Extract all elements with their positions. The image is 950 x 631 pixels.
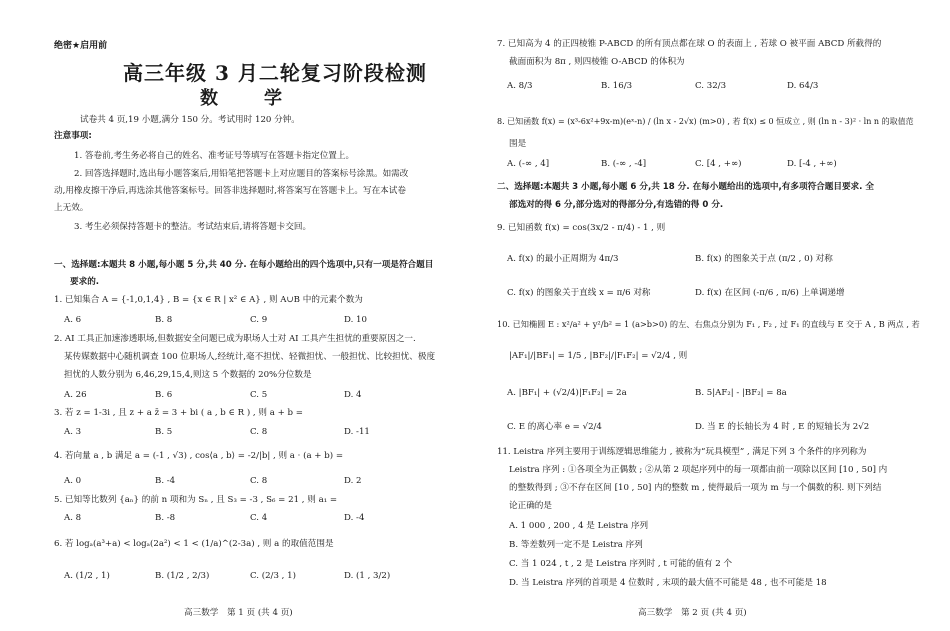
question-2-cont: 某传媒数据中心随机调查 100 位职场人,经统计,毫不担忧、轻微担忧、一般担忧、比较担忧、极度 xyxy=(64,352,436,362)
q8-option: A. (-∞ , 4] xyxy=(507,159,550,169)
question-7-cont: 截面面积为 8π , 则四棱锥 O-ABCD 的体积为 xyxy=(509,57,685,67)
q2-option: D. 4 xyxy=(344,390,362,400)
q3-option: B. 5 xyxy=(155,427,173,437)
q7-option: A. 8/3 xyxy=(507,81,533,91)
q1-option: D. 10 xyxy=(344,315,367,325)
q5-option: C. 4 xyxy=(250,513,268,523)
q8-option: B. (-∞ , -4] xyxy=(601,159,647,169)
question-11-cont: 论正确的是 xyxy=(509,501,552,511)
question-11-cont: Leistra 序列 : ①各项全为正偶数 ; ②从第 2 项起序列中的每一项都由前一项除以区间 [10 , 50] 内 xyxy=(509,465,888,475)
right-page xyxy=(475,0,950,631)
page-footer: 高三数学 第 1 页 (共 4 页) xyxy=(184,608,293,618)
q10-option: A. |BF₁| + (√2/4)|F₁F₂| = 2a xyxy=(507,388,627,398)
q5-option: B. -8 xyxy=(155,513,176,523)
section-2-heading-cont: 部选对的得 6 分,部分选对的得部分分,有选错的得 0 分. xyxy=(509,200,724,210)
question-10: 10. 已知椭圆 E : x²/a² + y²/b² = 1 (a>b>0) 的左、右焦点分别为 F₁ , F₂ , 过 F₁ 的直线与 E 交于 A , B 两点 , 若 xyxy=(497,319,920,329)
q7-option: D. 64/3 xyxy=(787,81,819,91)
question-11-cont: 的整数得到 ; ③不存在区间 [10 , 50] 内的整数 m , 使得最后一项为 m 与一个偶数的积. 则下列结 xyxy=(509,483,882,493)
q5-option: A. 8 xyxy=(64,513,82,523)
page-footer: 高三数学 第 2 页 (共 4 页) xyxy=(638,608,747,618)
question-2-cont: 担忧的人数分别为 6,46,29,15,4,则这 5 个数据的 20%分位数是 xyxy=(64,370,312,380)
q10-option: D. 当 E 的长轴长为 4 时 , E 的短轴长为 2√2 xyxy=(695,422,870,432)
q9-option: C. f(x) 的图象关于直线 x = π/6 对称 xyxy=(507,288,651,298)
q1-option: B. 8 xyxy=(155,315,173,325)
q7-option: C. 32/3 xyxy=(695,81,727,91)
q6-option: A. (1/2 , 1) xyxy=(64,571,110,581)
q1-option: A. 6 xyxy=(64,315,82,325)
exam-title: 高三年级 3 月二轮复习阶段检测 xyxy=(123,61,427,85)
q1-option: C. 9 xyxy=(250,315,268,325)
q3-option: A. 3 xyxy=(64,427,82,437)
question-8: 8. 已知函数 f(x) = (x³-6x²+9x-m)(eˣ-n) / (ln x - 2√x) (m>0) , 若 f(x) ≤ 0 恒成立 , 则 (ln n - 3)² · ln n 的取值范 xyxy=(497,117,914,126)
q4-option: D. 2 xyxy=(344,476,362,486)
q3-option: D. -11 xyxy=(344,427,370,437)
subject-title: 数 学 xyxy=(200,88,296,109)
question-2: 2. AI 工具正加速渗透职场,但数据安全问题已成为职场人士对 AI 工具产生担忧的重要原因之一. xyxy=(54,334,416,344)
q4-option: A. 0 xyxy=(64,476,82,486)
q8-option: C. [4 , +∞) xyxy=(695,159,742,169)
q6-option: B. (1/2 , 2/3) xyxy=(155,571,210,581)
q6-option: D. (1 , 3/2) xyxy=(344,571,391,581)
question-6: 6. 若 logₐ(a³+a) < logₐ(2a²) < 1 < (1/a)^(2-3a) , 则 a 的取值范围是 xyxy=(54,539,334,549)
question-3: 3. 若 z = 1-3i , 且 z + a z̄ = 3 + bi ( a , b ∈ R ) , 则 a + b = xyxy=(54,408,303,418)
q7-option: B. 16/3 xyxy=(601,81,633,91)
q9-option: D. f(x) 在区间 (-π/6 , π/6) 上单调递增 xyxy=(695,288,845,298)
q9-option: B. f(x) 的图象关于点 (π/2 , 0) 对称 xyxy=(695,254,833,264)
q10-option: B. 5|AF₂| - |BF₂| = 8a xyxy=(695,388,787,398)
question-8-cont: 围是 xyxy=(509,139,527,149)
q2-option: B. 6 xyxy=(155,390,173,400)
notice-title: 注意事项: xyxy=(54,131,92,141)
notice-line: 动,用橡皮擦干净后,再选涂其他答案标号。回答非选择题时,将答案写在答题卡上。写在本试卷 xyxy=(54,186,406,196)
q11-option: A. 1 000 , 200 , 4 是 Leistra 序列 xyxy=(509,521,649,531)
q3-option: C. 8 xyxy=(250,427,268,437)
confidential-mark: 绝密★启用前 xyxy=(54,41,108,51)
exam-info: 试卷共 4 页,19 小题,满分 150 分。考试用时 120 分钟。 xyxy=(80,115,300,125)
q6-option: C. (2/3 , 1) xyxy=(250,571,296,581)
q4-option: B. -4 xyxy=(155,476,176,486)
q11-option: D. 当 Leistra 序列的首项是 4 位数时 , 末项的最大值不可能是 48 , 也不可能是 18 xyxy=(509,578,827,588)
q11-option: C. 当 1 024 , t , 2 是 Leistra 序列时 , t 可能的值有 2 个 xyxy=(509,559,733,569)
q5-option: D. -4 xyxy=(344,513,365,523)
q4-option: C. 8 xyxy=(250,476,268,486)
question-7: 7. 已知高为 4 的正四棱锥 P-ABCD 的所有顶点都在球 O 的表面上 , 若球 O 被平面 ABCD 所截得的 xyxy=(497,39,882,49)
question-1: 1. 已知集合 A = {-1,0,1,4} , B = {x ∈ R | x² ∈ A} , 则 A∪B 中的元素个数为 xyxy=(54,295,363,305)
question-10-cont: |AF₁|/|BF₁| = 1/5 , |BF₂|/|F₁F₂| = √2/4 , 则 xyxy=(509,351,688,361)
question-5: 5. 已知等比数列 {aₙ} 的前 n 项和为 Sₙ , 且 S₃ = -3 , S₆ = 21 , 则 a₁ = xyxy=(54,495,338,505)
question-11: 11. Leistra 序列主要用于训练逻辑思维能力 , 被称为“玩具模型” , 满足下列 3 个条件的序列称为 xyxy=(497,447,867,457)
question-4: 4. 若向量 a , b 满足 a = (-1 , √3) , cos⟨a , b⟩ = -2/|b| , 则 a · (a + b) = xyxy=(54,451,344,461)
section-2-heading: 二、选择题:本题共 3 小题,每小题 6 分,共 18 分. 在每小题给出的选项中,有多项符合题目要求. 全 xyxy=(497,182,874,192)
q2-option: C. 5 xyxy=(250,390,268,400)
notice-line: 3. 考生必须保持答题卡的整洁。考试结束后,请将答题卡交回。 xyxy=(74,222,312,232)
q9-option: A. f(x) 的最小正周期为 4π/3 xyxy=(507,254,619,264)
q8-option: D. [-4 , +∞) xyxy=(787,159,837,169)
q2-option: A. 26 xyxy=(64,390,87,400)
question-9: 9. 已知函数 f(x) = cos(3x/2 - π/4) - 1 , 则 xyxy=(497,223,666,233)
q10-option: C. E 的离心率 e = √2/4 xyxy=(507,422,602,432)
notice-line: 2. 回答选择题时,选出每小题答案后,用铅笔把答题卡上对应题目的答案标号涂黑。如需改 xyxy=(74,169,409,179)
notice-line: 上无效。 xyxy=(54,203,89,213)
section-1-heading: 一、选择题:本题共 8 小题,每小题 5 分,共 40 分. 在每小题给出的四个选项中,只有一项是符合题目 xyxy=(54,260,434,270)
section-1-heading-cont: 要求的. xyxy=(70,277,100,287)
q11-option: B. 等差数列一定不是 Leistra 序列 xyxy=(509,540,643,550)
notice-line: 1. 答卷前,考生务必将自己的姓名、准考证号等填写在答题卡指定位置上。 xyxy=(74,151,355,161)
